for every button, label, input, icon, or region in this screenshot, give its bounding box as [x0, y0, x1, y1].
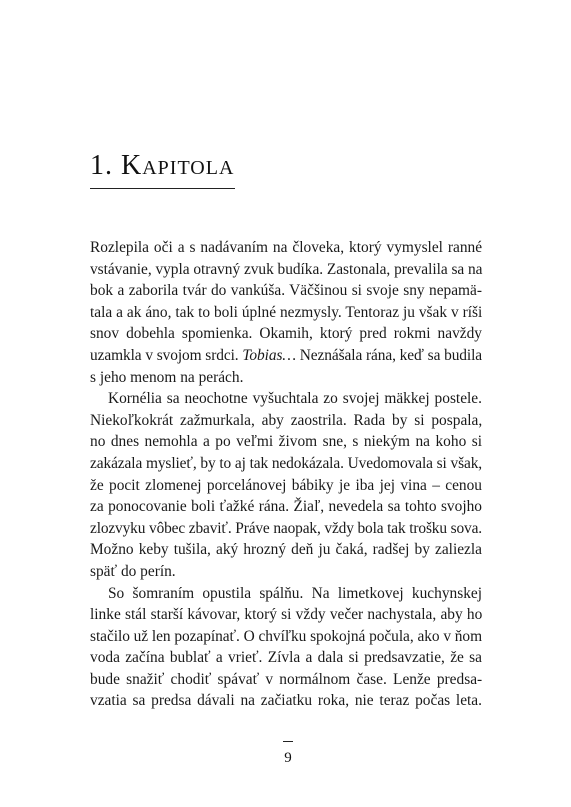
text-line: že pocit zlomenej porcelánovej bábiky je iba jej vina – cenou: [90, 476, 482, 494]
text-line: vstávanie, vypla otravný zvuk budíka. Zastonala, prevalila sa na: [90, 260, 483, 278]
text-line: vzatia sa predsa dávali na začiatku roka, nie teraz počas leta.: [90, 692, 482, 710]
text-line: [90, 345, 482, 367]
text-line: tala a ak áno, tak to boli úplné nezmysly. Tentoraz ju však v ríši: [90, 303, 483, 321]
text-line: s jeho menom na perách.: [90, 368, 244, 386]
text-line: Možno keby tušila, aký hrozný deň ju čaká, radšej by zaliezla: [90, 541, 482, 559]
italic-name: Tobias…: [242, 346, 296, 364]
text-line: snov dobehla spomienka. Okamih, ktorý pred rokmi navždy: [90, 325, 482, 343]
text-segment: Neznášala rána, keď sa budila: [295, 346, 483, 364]
text-line: voda začína bublať a vrieť. Zívla a dala si predsavzatie, že sa: [90, 649, 482, 667]
page-number: 9: [284, 750, 292, 766]
page-number-rule: [283, 741, 293, 742]
text-line: Niekoľkokrát zažmurkala, aby zaostrila. Rada by si pospala,: [90, 411, 483, 429]
chapter-title: 1. Kapitola: [90, 150, 235, 181]
text-segment: uzamkla v svojom srdci.: [90, 346, 243, 364]
text-line: zakázala myslieť, by to aj tak nedokázala. Uvedomovala si však,: [90, 454, 483, 472]
text-line: bok a zaborila tvár do vankúša. Väčšinou si svoje sny nepamä-: [90, 282, 482, 300]
text-line: stačilo už len pozapínať. O chvíľku spokojná počula, ako v ňom: [90, 627, 482, 645]
text-line: bude snažiť chodiť spávať v normálnom čase. Lenže predsa-: [90, 670, 483, 688]
text-line: Rozlepila oči a s nadávaním na človeka, ktorý vymyslel ranné: [90, 239, 483, 256]
chapter-title-underline: [90, 188, 235, 189]
text-line: späť do perín.: [90, 562, 176, 580]
text-line: Kornélia sa neochotne vyšuchtala zo svojej mäkkej postele.: [108, 390, 482, 408]
text-line: za ponocovanie boli ťažké rána. Žiaľ, nevedela sa tohto svojho: [90, 498, 482, 516]
chapter-body-text: [90, 237, 482, 712]
text-line: zlozvyku vôbec zbaviť. Práve naopak, vždy bola tak trošku sova.: [90, 519, 482, 537]
text-line: linke stál starší kávovar, ktorý si vždy večer nachystala, aby ho: [90, 606, 483, 624]
text-line: So šomraním opustila spálňu. Na limetkovej kuchynskej: [108, 584, 482, 602]
text-line: no dnes nemohla a po veľmi živom sne, s niekým na koho si: [90, 433, 482, 451]
